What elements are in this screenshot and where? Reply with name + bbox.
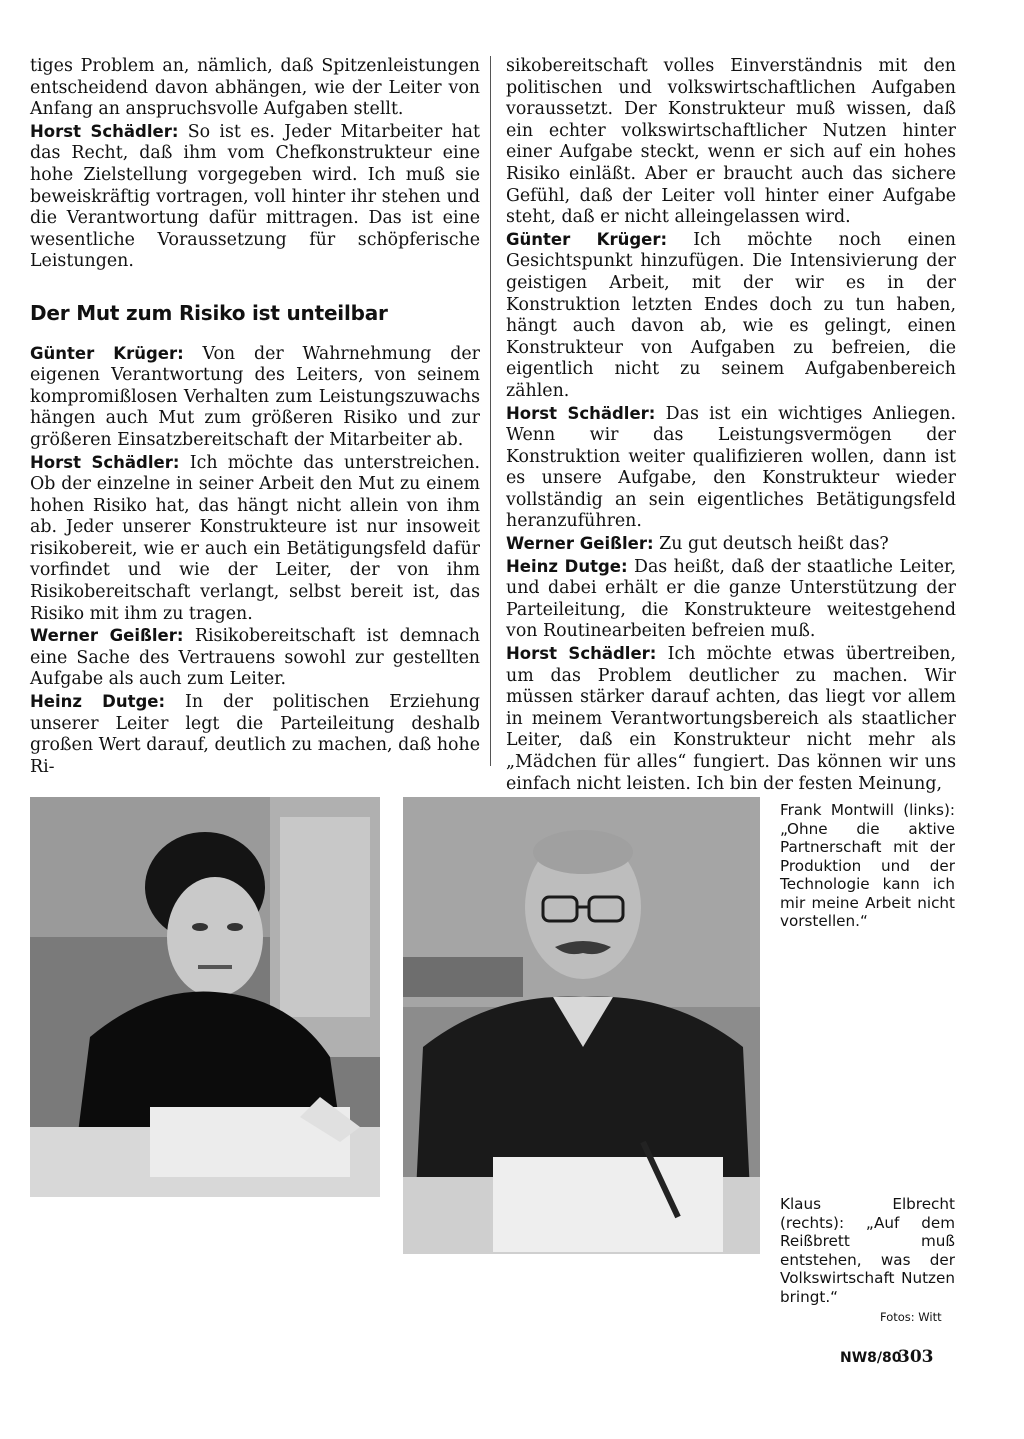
portrait-older-man [403, 797, 760, 1254]
dialogue-paragraph [30, 343, 480, 452]
dialogue-paragraph [506, 643, 956, 795]
speaker-name: Horst Schädler: [30, 121, 179, 141]
right-text-column [506, 56, 956, 795]
speech-text: Risikobereitschaft ist demnach eine Sache des Vertrauens sowohl zur gestellten Aufgabe als auch zum Leiter. [30, 626, 480, 690]
dialogue-paragraph [30, 121, 480, 273]
section-heading: Der Mut zum Risiko ist unteilbar [30, 300, 388, 325]
dialogue-paragraph [506, 533, 956, 556]
column-divider [490, 56, 491, 766]
dialogue-paragraph [506, 403, 956, 534]
speech-text: Ich möchte das unterstreichen. Ob der einzelne in seiner Arbeit den Mut zu einem hohen Risiko hat, das hängt nicht allein von ihm ab. Jeder unserer Konstrukteure ist nur insoweit risikobereit, wie er auch ein Betätigungsfeld dafür vorfindet und wie der Leiter, der von ihm Risikobereitschaft verlangt, selbst bereit ist, das Risiko mit ihm zu tragen. [30, 452, 480, 624]
speaker-name: Günter Krüger: [506, 229, 668, 249]
dialogue-paragraph [506, 556, 956, 643]
left-text-column [30, 56, 480, 778]
dialogue-paragraph [30, 691, 480, 778]
speech-text: In der politischen Erziehung unserer Leiter legt die Parteileitung deshalb großen Wert darauf, deutlich zu machen, daß hohe Ri- [30, 692, 481, 777]
speech-text: Von der Wahrnehmung der eigenen Verantwortung des Leiters, von seinem kompromißlosen Verhalten zum Leistungszuwachs hängen auch Mut zum größeren Risiko und zur größeren Einsatzbereitschaft der Mitarbeiter ab. [30, 343, 480, 450]
caption-bottom: Klaus Elbrecht (rechts): „Auf dem Reißbrett muß entstehen, was der Volkswirtschaft Nutzen bringt.“ [780, 1195, 955, 1306]
speaker-name: Horst Schädler: [506, 644, 657, 664]
speaker-name: Werner Geißler: [506, 534, 654, 554]
speech-text: Das heißt, daß der staatliche Leiter, und dabei erhält er die ganze Unterstützung der Parteileitung, die Konstrukteure weitestgehend von Routinearbeiten befreien muß. [506, 556, 956, 642]
speaker-name: Werner Geißler: [30, 626, 184, 646]
speech-text: Ich möchte etwas übertreiben, um das Problem deutlicher zu machen. Wir müssen stärker darauf achten, das liegt vor allem in meinem Verantwortungsbereich als staatlicher Leiter, daß ein Konstrukteur nicht mehr als „Mädchen für alles“ fungiert. Das können wir uns einfach nicht leisten. Ich bin der festen Meinung, [506, 644, 956, 794]
speaker-name: Horst Schädler: [506, 403, 656, 423]
photo-klaus-elbrecht [403, 797, 760, 1254]
speech-text: Zu gut deutsch heißt das? [653, 534, 889, 555]
speaker-name: Günter Krüger: [30, 343, 184, 363]
photo-credit: Fotos: Witt [880, 1310, 942, 1324]
dialogue-paragraph [506, 229, 956, 403]
speaker-name: Heinz Dutge: [506, 556, 628, 576]
caption-top: Frank Montwill (links): „Ohne die aktive Partnerschaft mit der Produktion und der Technologie kann ich mir meine Arbeit nicht vorstellen.“ [780, 801, 955, 930]
portrait-young-man [30, 797, 380, 1197]
page-number: 303 [898, 1347, 934, 1367]
speech-text: Ich möchte noch einen Gesichtspunkt hinzufügen. Die Intensivierung der geistigen Arbeit, mit der wir es in der Konstruktion letzten Endes doch zu tun haben, hängt auch davon ab, wie es gelingt, einen Konstrukteur von Aufgaben zu befreien, die eigentlich nicht zu seinem Aufgabenbereich zählen. [506, 229, 956, 401]
speaker-name: Heinz Dutge: [30, 692, 166, 712]
dialogue-paragraph [30, 452, 480, 626]
speech-text: Das ist ein wichtiges Anliegen. Wenn wir das Leistungsvermögen der Konstruktion weiter qualifizieren wollen, dann ist es unsere Aufgabe, den Konstrukteur wieder vollständig an sein eigentliches Betätigungsfeld heranzuführen. [506, 403, 956, 532]
right-intro-paragraph: sikobereitschaft volles Einverständnis mit den politischen und volkswirtschaftlichen Aufgaben voraussetzt. Der Konstrukteur muß wissen, daß ein echter volkswirtschaftlicher Nutzen hinter einer Aufgabe steckt, wenn er sich auf ein hohes Risiko einläßt. Aber er braucht auch das sichere Gefühl, daß der Leiter voll hinter einer Aufgabe steht, daß er nicht alleingelassen wird. [506, 56, 956, 228]
issue-label: NW8/80 [840, 1350, 902, 1366]
dialogue-paragraph [30, 625, 480, 691]
left-intro-paragraph: tiges Problem an, nämlich, daß Spitzenleistungen entscheidend davon abhängen, wie der Leiter von Anfang an anspruchsvolle Aufgaben stellt. [30, 56, 480, 120]
photo-frank-montwill [30, 797, 380, 1197]
speaker-name: Horst Schädler: [30, 452, 180, 472]
speech-text: So ist es. Jeder Mitarbeiter hat das Recht, daß ihm vom Chefkonstrukteur eine hohe Zielstellung vorgegeben wird. Ich muß sie beweiskräftig vortragen, voll hinter ihr stehen und die Verantwortung dafür mittragen. Das ist eine wesentliche Voraussetzung für schöpferische Leistungen. [30, 121, 480, 272]
